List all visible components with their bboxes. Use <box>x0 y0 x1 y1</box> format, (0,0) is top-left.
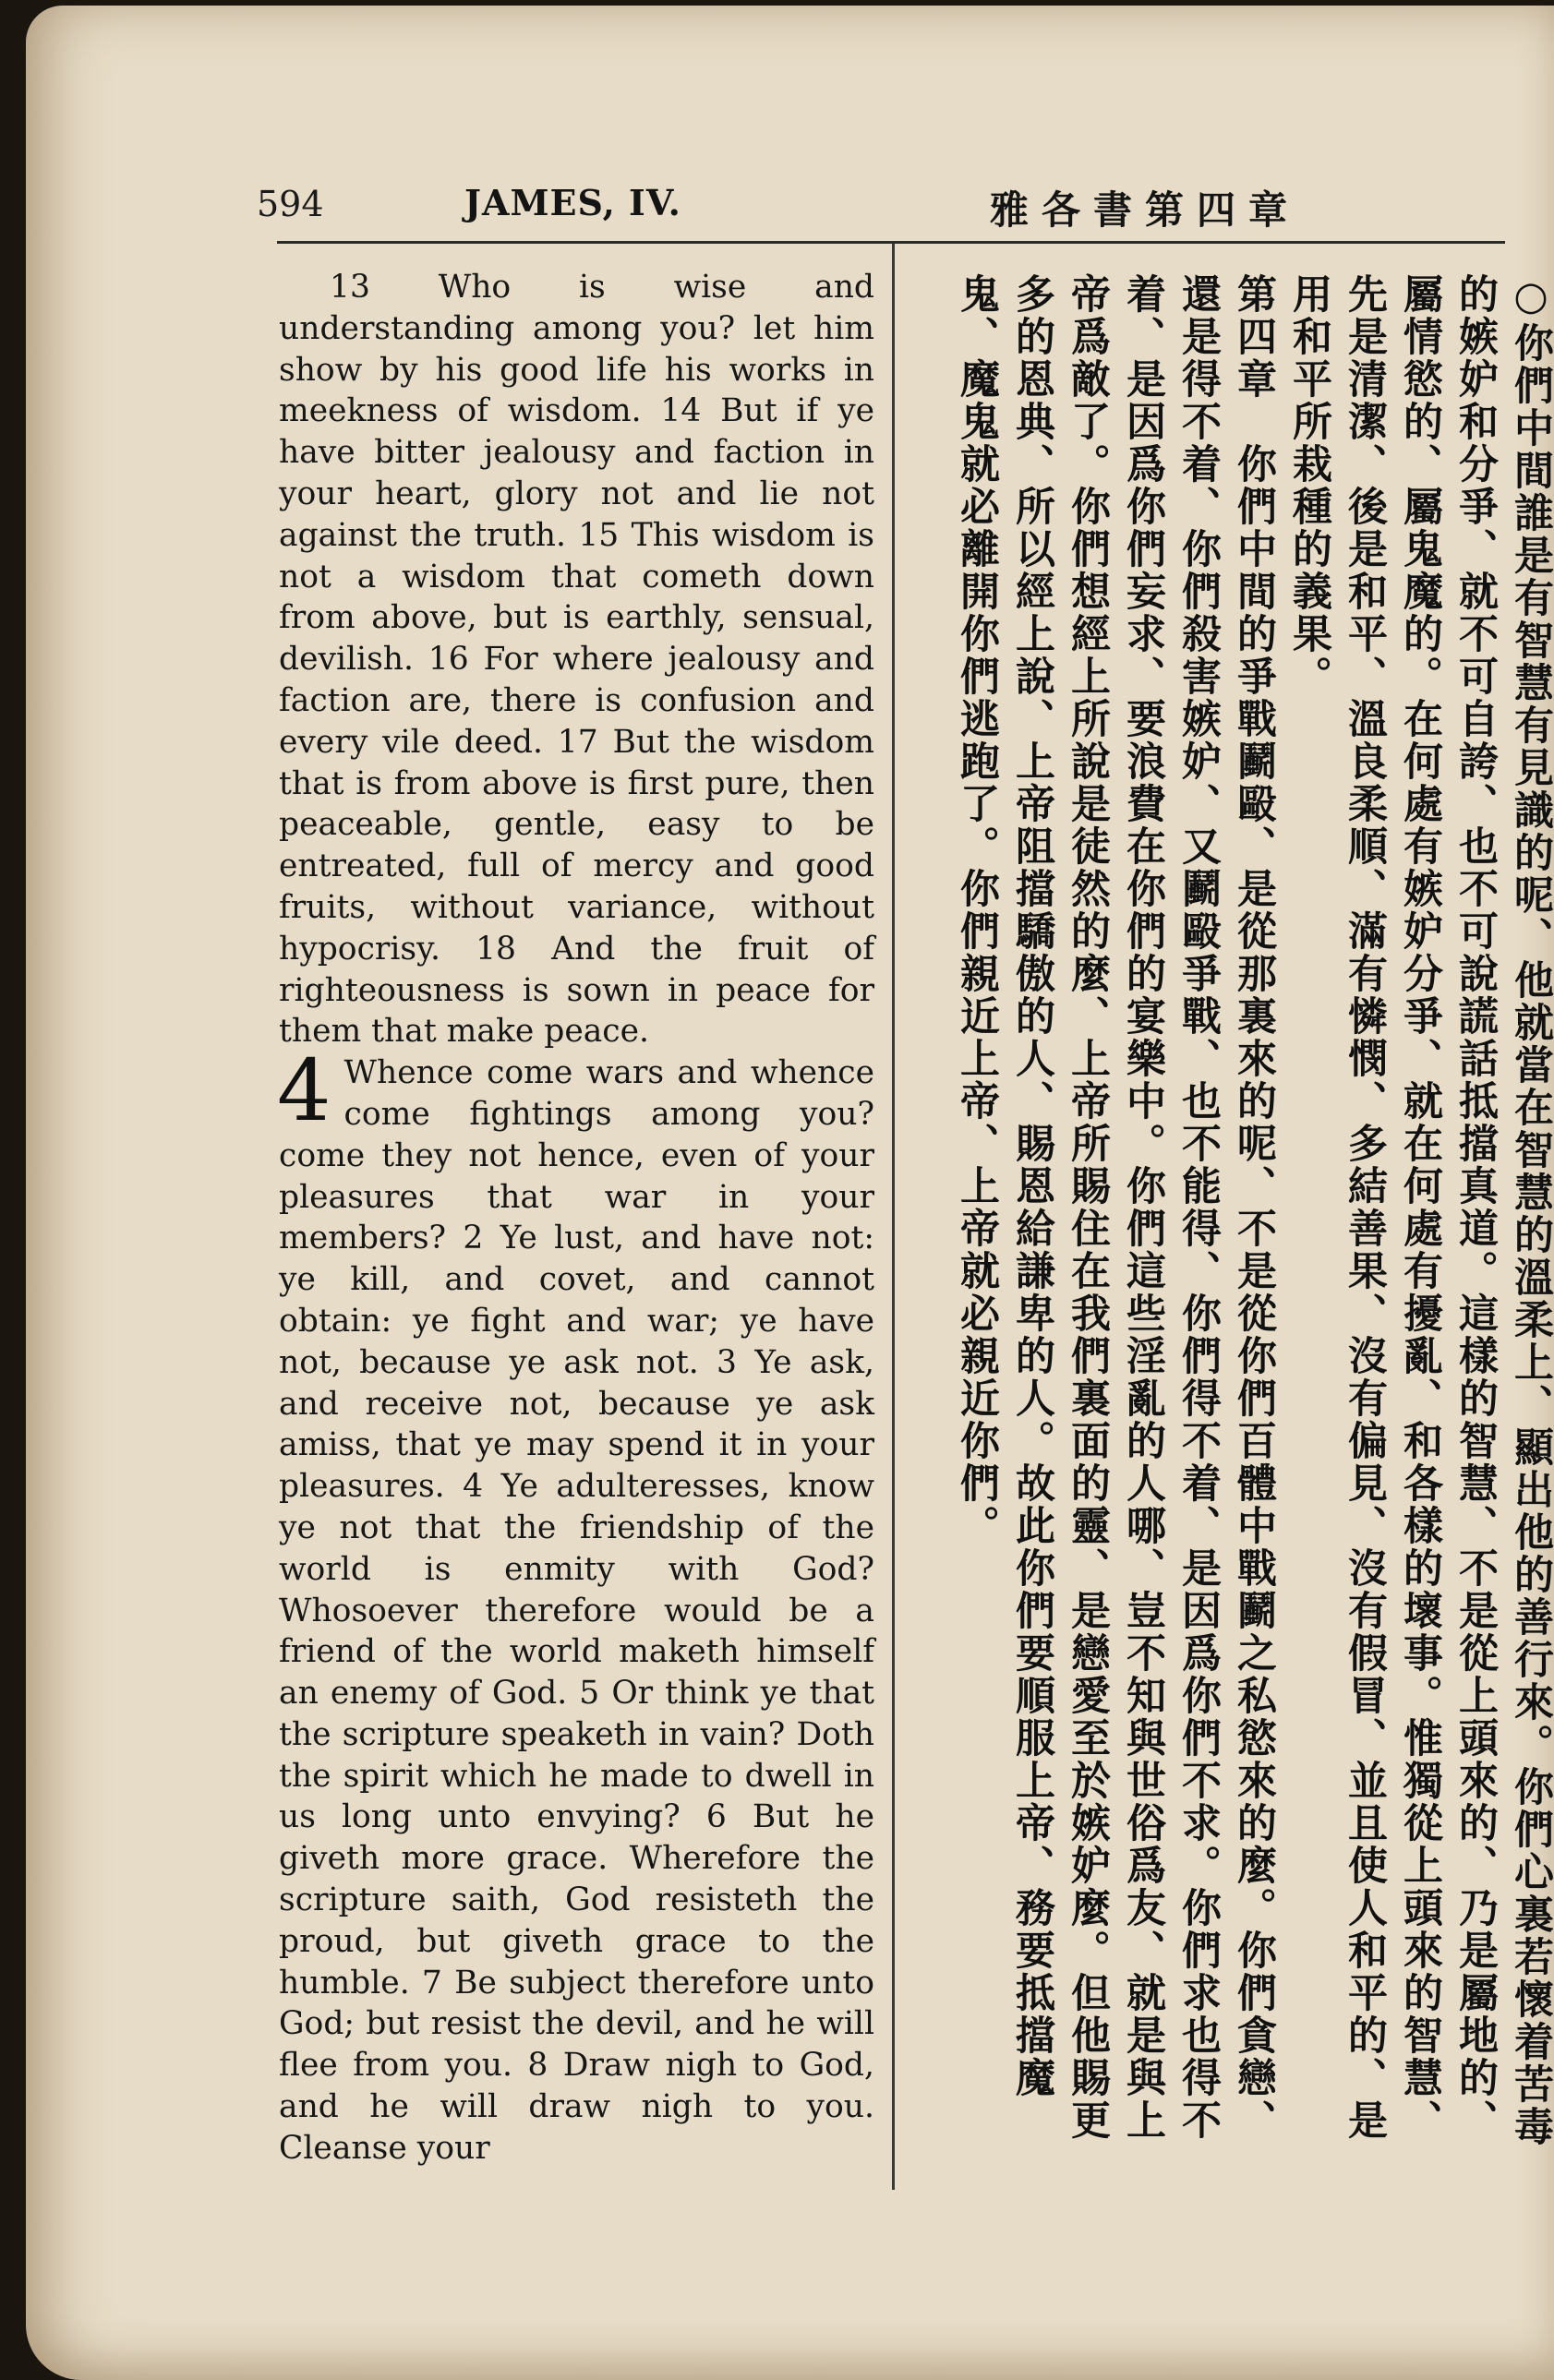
chinese-text-column <box>912 273 1554 2184</box>
chinese-running-title: 雅各書第四章 <box>989 187 1300 233</box>
chinese-chapter-text: 你們中間的爭戰鬬毆、是從那裏來的呢、不是從你們百體中戰鬬之私慾來的麼。你們貪戀、還是得不着、你們殺害嫉妒、又鬬毆爭戰、也不能得、你們得不着、是因爲你們不求。你們求也得不着、是因爲你們妄求、要浪費在你們的宴樂中。你們這些淫亂的人哪、豈不知與世俗爲友、就是與上帝爲敵了。你們想經上所說是徒然的麼、上帝所賜住在我們裏面的靈、是戀愛至於嫉妒麼。但他賜更多的恩典、所以經上說、上帝阻擋驕傲的人、賜恩給謙卑的人。故此你們要順服上帝、務要抵擋魔鬼、魔鬼就必離開你們逃跑了。你們親近上帝、上帝就必親近你們。 <box>954 273 1277 2142</box>
page-header <box>257 176 1383 241</box>
chinese-chapter-paragraph <box>949 273 1282 2180</box>
english-chapter-paragraph <box>277 1041 874 2170</box>
english-paragraph: 13 Who is wise and understanding among you? let him show by his good life his works in meekness of wisdom. 14 But if ye have bitter jealousy and faction in your heart, glory not and lie not against the truth. 15 This wisdom is not a wisdom that cometh down from above, but is earthly, sensual, devilish. 16 For where jealousy and faction are, there is confusion and every vile deed. 17 But the wisdom that is from above is first pure, then peaceable, gentle, easy to be entreated, full of mercy and good fruits, without variance, without hypocrisy. 18 And the fruit of righteousness is sown in peace for them that make peace. <box>279 269 874 1051</box>
page-number: 594 <box>257 184 324 224</box>
column-divider <box>892 244 895 2190</box>
header-rule <box>277 241 1505 244</box>
english-text-column <box>279 267 874 2170</box>
running-title: JAMES, IV. <box>464 182 681 223</box>
chinese-text <box>949 273 1554 2180</box>
book-page <box>26 6 1554 2380</box>
chapter-drop-number: 4 <box>277 1041 331 1141</box>
chinese-paragraph: ○你們中間誰是有智慧有見識的呢、他就當在智慧的溫柔上、顯出他的善行來。你們心裏若懷着苦毒的嫉妒和分爭、就不可自誇、也不可說謊話抵擋真道。這樣的智慧、不是從上頭來的、乃是屬地的、屬情慾的、屬鬼魔的。在何處有嫉妒分爭、就在何處有擾亂、和各樣的壞事。惟獨從上頭來的智慧、先是清潔、後是和平、溫良柔順、滿有憐憫、多結善果、沒有偏見、沒有假冒、並且使人和平的、是用和平所栽種的義果。 <box>1286 273 1554 2148</box>
english-chapter-text: Whence come wars and whence come fightings among you? come they not hence, even of your pleasures that war in your members? 2 Ye lust, and have not: ye kill, and covet, and cannot obtain: ye fight and war; ye have not, because ye ask not. 3 Ye ask, and receive not, because ye ask amiss, that ye may spend it in your pleasures. 4 Ye adulteresses, know ye not that the friendship of the world is enmity with God? Whosoever therefore would be a friend of the world maketh himself an enemy of God. 5 Or think ye that the scripture speaketh in vain? Doth the spirit which he made to dwell in us long unto envying? 6 But he giveth more grace. Wherefore the scripture saith, God resisteth the proud, but giveth grace to the humble. 7 Be subject therefore unto God; but resist the devil, and he will flee from you. 8 Draw nigh to God, and he will draw nigh to you. Cleanse your <box>279 1054 874 2167</box>
chinese-chapter-heading: 第四章 <box>1231 273 1277 401</box>
